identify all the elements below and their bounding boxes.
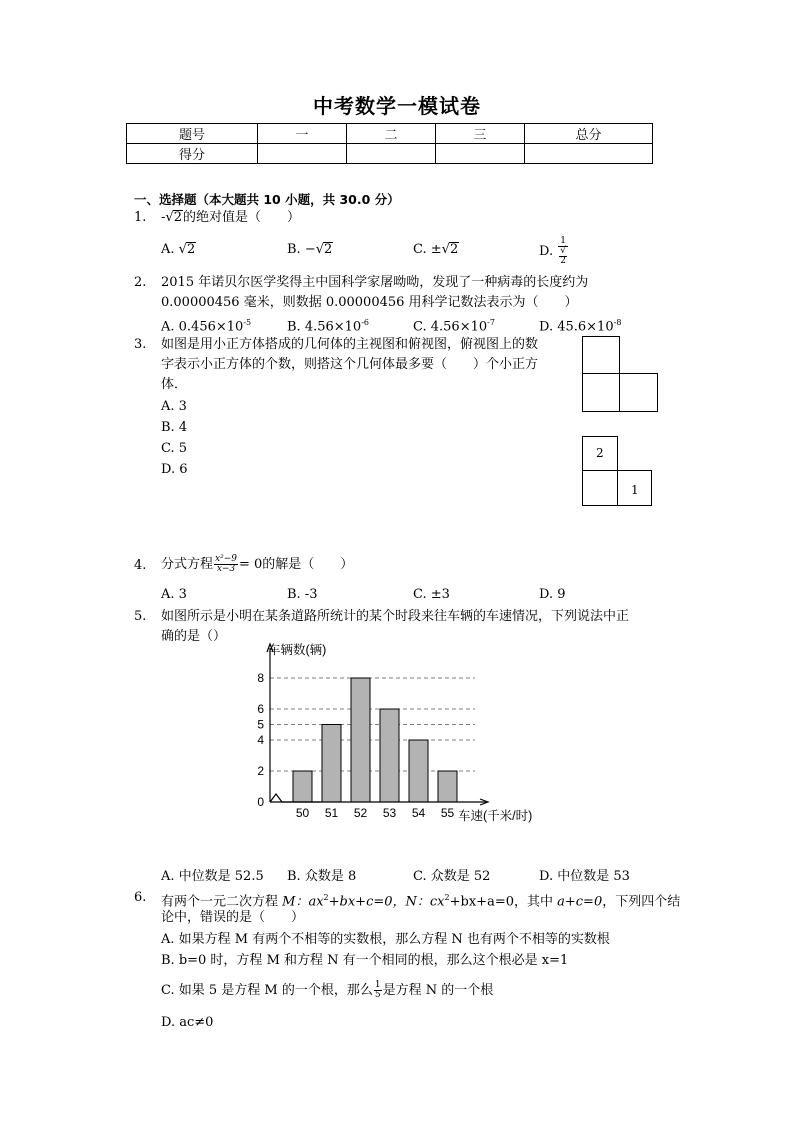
y-tick-label: 2 — [257, 764, 264, 778]
var-n: N — [405, 894, 417, 910]
table-cell: 三 — [436, 124, 525, 144]
option-a[interactable]: A. 中位数是 52.5 — [161, 869, 264, 884]
option-c[interactable]: C. 5 — [161, 441, 188, 456]
denominator: 5 — [374, 990, 381, 1000]
equation-n: ：cx — [416, 894, 445, 910]
option-c[interactable] — [161, 978, 493, 1004]
question-stem — [161, 552, 353, 578]
exponent: -8 — [613, 318, 622, 327]
option-text: D. 45.6×10 — [539, 319, 614, 335]
exponent: 2 — [444, 893, 450, 902]
option-text: 是方程 N 的一个根 — [382, 983, 494, 998]
bar — [351, 678, 370, 802]
option-text: A. 0.456×10 — [161, 319, 244, 335]
x-tick-label: 51 — [324, 806, 339, 820]
condition: a+c=0 — [557, 894, 603, 910]
table-cell — [258, 144, 347, 164]
table-row — [127, 144, 653, 164]
table-row — [127, 124, 653, 144]
y-tick-label: 8 — [257, 671, 264, 685]
x-tick-label: 50 — [295, 806, 310, 820]
table-cell — [347, 144, 436, 164]
y-tick-label: 6 — [257, 702, 264, 716]
numerator: 1 — [374, 980, 381, 990]
table-cell: 题号 — [127, 124, 258, 144]
equation-m-rest: +bx+c=0， — [328, 894, 406, 910]
option-b[interactable]: B. 4 — [161, 420, 188, 435]
option-d[interactable]: D. ac≠0 — [161, 1015, 214, 1030]
option-d[interactable]: D. 6 — [161, 462, 188, 477]
stem-text: ，下列四个结 — [602, 894, 681, 910]
option-b[interactable]: B. 众数是 8 — [287, 869, 357, 884]
radicand: 2 — [173, 210, 182, 225]
x-tick-label: 54 — [411, 806, 426, 820]
question-stem: 0.00000456 毫米，则数据 0.00000456 用科学记数法表示为（ ） — [161, 295, 578, 310]
option-c[interactable]: C. ±3 — [413, 587, 450, 602]
x-tick-label: 55 — [440, 806, 455, 820]
y-tick-label: 4 — [257, 733, 264, 747]
speed-histogram — [240, 640, 560, 830]
table-cell: 一 — [258, 124, 347, 144]
cube-square — [619, 373, 658, 412]
plus-minus-sign: ± — [430, 242, 442, 257]
radicand: 2 — [186, 242, 196, 257]
minus-sign: − — [304, 242, 316, 257]
radicand: 2 — [324, 242, 333, 257]
question-stem: 如图是用小正方体搭成的几何体的主视图和俯视图，俯视图上的数 — [161, 337, 539, 352]
exponent: -5 — [243, 318, 252, 327]
x-tick-label: 53 — [382, 806, 397, 820]
option-c[interactable]: C. 众数是 52 — [413, 869, 491, 884]
question-stem: 论中，错误的是（ ） — [161, 910, 305, 925]
stem-text: 分式方程 — [161, 557, 214, 572]
chart-grid — [270, 678, 475, 771]
exponent: -6 — [361, 318, 369, 327]
top-view-count: 2 — [596, 446, 604, 460]
denominator: √ 2 — [560, 246, 566, 266]
question-stem: -√2的绝对值是（ ） — [161, 210, 300, 225]
question-number: 4. — [134, 558, 147, 573]
option-c[interactable] — [413, 313, 495, 337]
option-d[interactable]: D. 9 — [539, 587, 566, 602]
bar — [322, 725, 341, 803]
radicand: 2 — [449, 242, 459, 257]
score-table — [126, 123, 653, 164]
page-title: 中考数学一模试卷 — [313, 94, 481, 118]
exponent: -7 — [487, 318, 495, 327]
option-label: A. — [161, 242, 175, 257]
y-tick-label: 0 — [257, 795, 264, 809]
cube-square — [582, 373, 620, 412]
question-stem: 字表示小正方体的个数，则搭这个几何体最多要（ ）个小正方 — [161, 357, 539, 372]
equation-m: ：ax — [295, 894, 324, 910]
exponent: 2 — [323, 893, 329, 902]
question-stem: 体． — [161, 377, 188, 392]
cube-square — [582, 336, 620, 374]
option-text: C. 4.56×10 — [413, 319, 488, 335]
question-number: 3. — [134, 337, 147, 352]
option-c[interactable]: C. ±√2 — [413, 242, 459, 257]
option-label: C. — [413, 242, 427, 257]
var-m: M — [282, 894, 296, 910]
bar — [409, 740, 428, 802]
radicand: 2 — [560, 256, 566, 266]
fraction — [558, 237, 568, 266]
option-label: B. — [287, 242, 301, 257]
stem-text: = 0的解是（ ） — [238, 557, 354, 572]
fraction — [374, 981, 382, 1000]
y-axis-title: 车辆数(辆) — [268, 643, 327, 657]
question-number: 5. — [134, 609, 147, 624]
option-a[interactable]: A. √2 — [161, 242, 196, 257]
option-b[interactable]: B. −√2 — [287, 242, 333, 257]
equation-n-rest: +bx+a=0，其中 — [449, 894, 558, 910]
table-cell — [525, 144, 653, 164]
denominator: x−3 — [216, 564, 236, 574]
bar — [438, 771, 457, 802]
question-number: 2. — [134, 275, 147, 290]
question-stem: 2015 年诺贝尔医学奖得主中国科学家屠呦呦，发现了一种病毒的长度约为 — [161, 275, 589, 290]
option-b[interactable]: B. b=0 时，方程 M 和方程 N 有一个相同的根，那么这个根必是 x=1 — [161, 953, 569, 968]
option-a[interactable] — [161, 313, 251, 337]
table-cell: 二 — [347, 124, 436, 144]
x-tick-label: 52 — [353, 806, 368, 820]
option-a[interactable]: A. 3 — [161, 587, 187, 602]
numerator: x²−9 — [215, 554, 237, 564]
table-cell: 得分 — [127, 144, 258, 164]
stem-text: 的绝对值是（ ） — [182, 210, 300, 225]
cube-square — [582, 470, 618, 506]
option-b[interactable] — [287, 313, 369, 337]
x-axis-title: 车速(千米/时) — [458, 809, 533, 823]
option-a[interactable]: A. 如果方程 M 有两个不相等的实数根，那么方程 N 也有两个不相等的实数根 — [161, 932, 610, 947]
table-cell — [436, 144, 525, 164]
option-text: B. 4.56×10 — [287, 319, 362, 335]
bar — [293, 771, 312, 802]
option-d[interactable]: D. 中位数是 53 — [539, 869, 630, 884]
numerator: 1 — [560, 236, 566, 246]
option-a[interactable]: A. 3 — [161, 399, 187, 414]
stem-text: - — [161, 210, 166, 225]
section-heading: 一、选择题（本大题共 10 小题，共 30.0 分） — [134, 192, 400, 207]
question-number: 6. — [134, 890, 147, 905]
option-d[interactable] — [539, 237, 569, 266]
table-cell: 总分 — [525, 124, 653, 144]
stem-text: 有两个一元二次方程 — [161, 894, 283, 910]
option-d[interactable] — [539, 313, 621, 337]
top-view-count: 1 — [631, 483, 639, 497]
fraction — [214, 555, 238, 574]
bar — [380, 709, 399, 802]
option-text: C. 如果 5 是方程 M 的一个根，那么 — [161, 983, 373, 998]
question-stem: 如图所示是小明在某条道路所统计的某个时段来往车辆的车速情况，下列说法中正 — [161, 609, 630, 624]
option-b[interactable]: B. -3 — [287, 587, 318, 602]
question-stem: 确的是（） — [161, 629, 227, 644]
question-number: 1. — [134, 210, 147, 225]
option-label: D. — [539, 244, 554, 259]
y-tick-label: 5 — [257, 717, 264, 732]
